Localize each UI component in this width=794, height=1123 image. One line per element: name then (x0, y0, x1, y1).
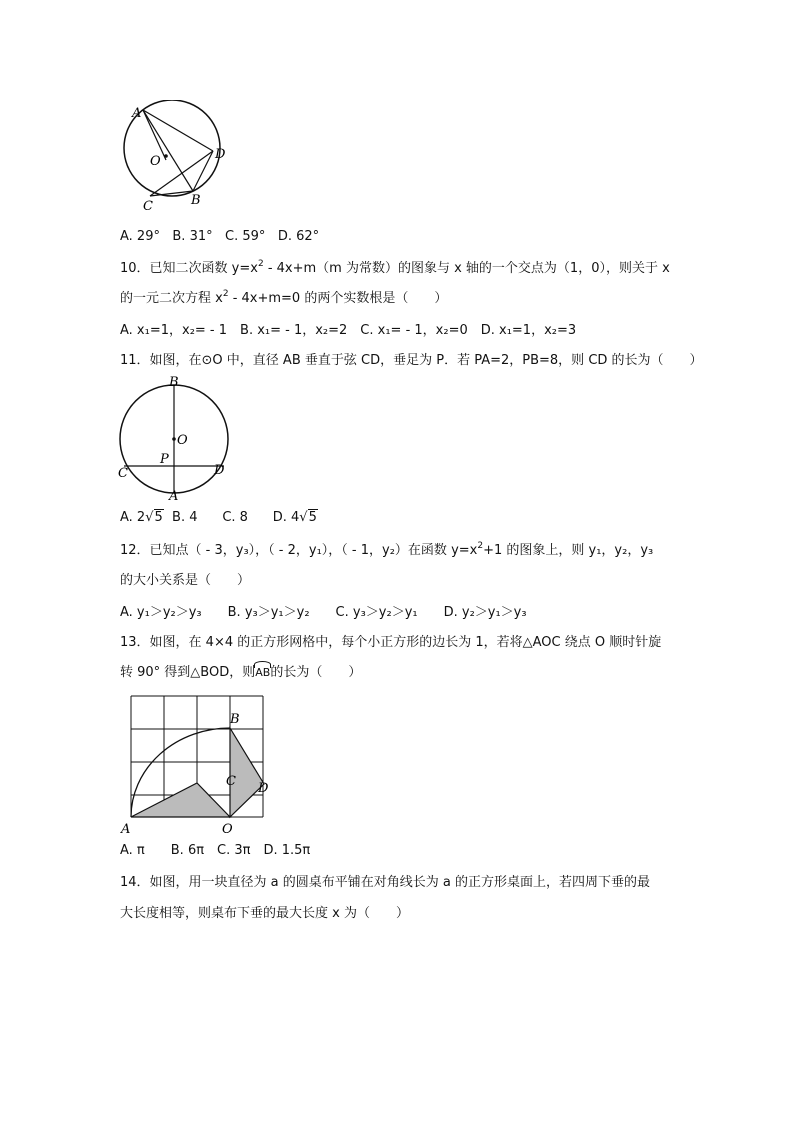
q13-figure (118, 693, 273, 835)
q14-stem-line1: 14．如图，用一块直径为 a 的圆桌布平铺在对角线长为 a 的正方形桌面上，若四周下垂的最 (120, 875, 651, 890)
q12-stem-line1: 12．已知点（ - 3，y₃），（ - 2，y₁），（ - 1，y₂）在函数 $y=x^2+1$ 的图象上，则 y₁，y₂，y₃ (120, 541, 654, 558)
q11-label-A: A (169, 489, 179, 502)
q13-label-D: D (258, 781, 269, 796)
q11-label-D: D (214, 463, 225, 478)
q13-label-O: O (222, 822, 233, 835)
q13-label-C: C (226, 774, 236, 789)
q14-stem-line2: 大长度相等，则桌布下垂的最大长度 x 为（ ） (120, 906, 409, 921)
q13-label-A: A (121, 822, 131, 835)
q13-options: A. π B. 6π C. 3π D. 1.5π (120, 843, 311, 858)
q9-label-C: C (143, 199, 153, 210)
q12-options: A. y₁＞y₂＞y₃ B. y₃＞y₁＞y₂ C. y₃＞y₂＞y₁ D. y₂＞y₁＞y₃ (120, 605, 527, 620)
q13-triangle-aoc (131, 783, 230, 817)
q9-figure (110, 100, 235, 210)
q11-stem: 11．如图，在⊙O 中，直径 AB 垂直于弦 CD，垂足为 P．若 PA=2，PB=8，则 CD 的长为（ ） (120, 353, 703, 368)
q13-stem-line1: 13．如图，在 4×4 的正方形网格中，每个小正方形的边长为 1，若将△AOC 绕点 O 顺时针旋 (120, 635, 662, 650)
q11-label-O: O (177, 433, 188, 448)
q9-option-d: D. 62° (277, 229, 320, 244)
q13-label-B: B (230, 712, 240, 727)
q9-label-O: O (150, 154, 161, 169)
q10-options: A. x₁=1，x₂= - 1 B. x₁= - 1，x₂=2 C. x₁= - 1，x₂=0 D. x₁=1，x₂=3 (120, 323, 577, 338)
q11-label-B: B (169, 376, 179, 390)
q11-figure (114, 376, 234, 502)
q9-label-D: D (215, 147, 226, 162)
q13-stem-line2: 转 90° 得到△BOD，则AB的长为（ ） (120, 665, 362, 680)
q9-option-a: A. 29° (120, 229, 160, 244)
q9-options (120, 228, 319, 246)
q9-option-b: B. 31° (172, 229, 213, 244)
q12-stem-line2: 的大小关系是（ ） (120, 573, 251, 588)
q11-label-C: C (118, 466, 128, 481)
q9-label-A: A (132, 106, 142, 121)
q9-option-c: C. 59° (225, 229, 266, 244)
q10-stem-line1: 10．已知二次函数 $y=x^2 - 4x+m(m$ 为常数）的图象与 x 轴的一个交点为（1，0），则关于 x (120, 259, 670, 276)
q9-label-B: B (191, 193, 201, 208)
q13-triangle-bod (230, 728, 264, 817)
q11-label-P: P (160, 452, 169, 467)
q10-stem-line2: 的一元二次方程 $x^2 - 4x+m=0$ 的两个实数根是（ ） (120, 289, 448, 306)
q11-options: A. 2√5 B. 4 C. 8 D. 4√5 (120, 510, 317, 525)
